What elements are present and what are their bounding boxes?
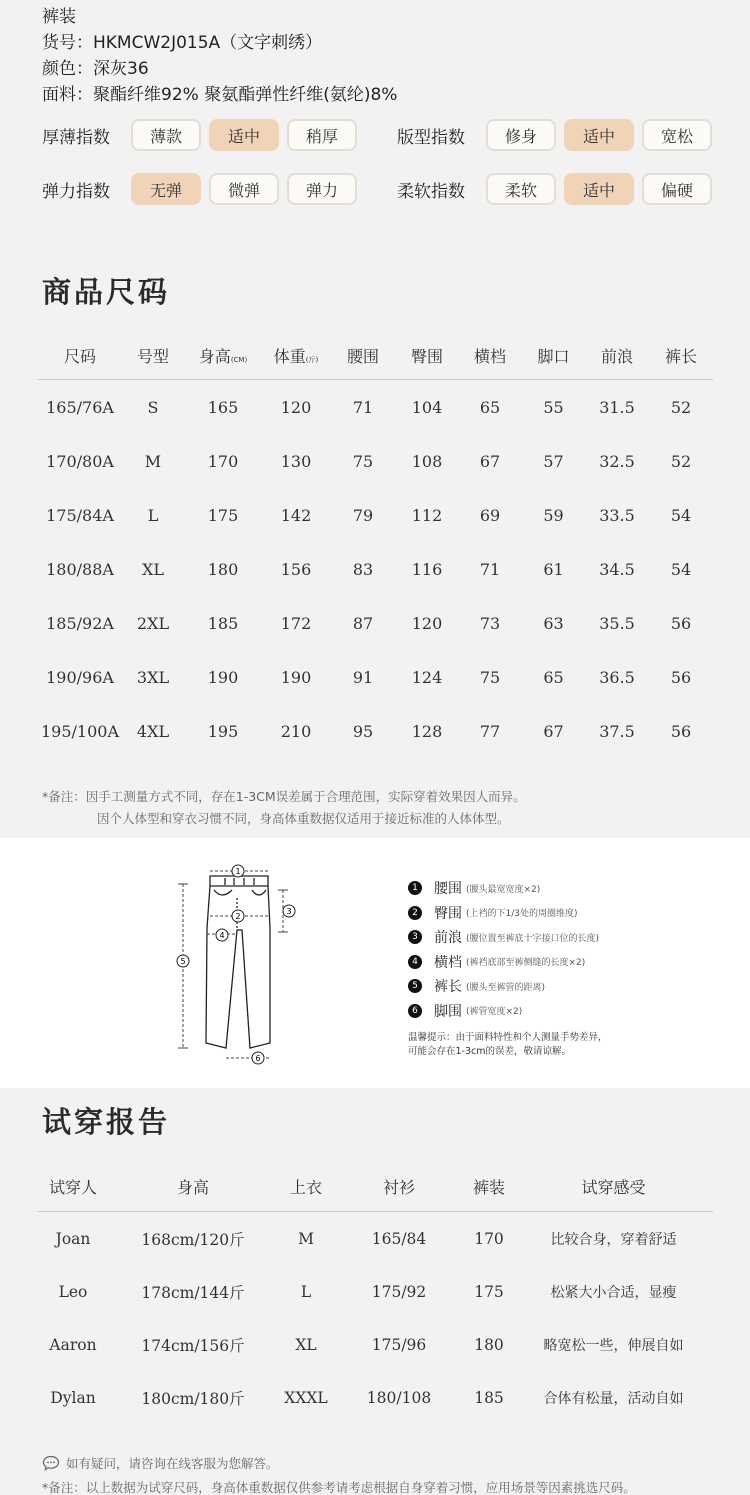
index-option: 偏硬 — [642, 173, 712, 205]
size-table-cell: 124 — [411, 667, 443, 687]
header-cell: 身高 — [176, 1178, 209, 1197]
measure-tip — [408, 1031, 608, 1059]
legend-number: 3 — [408, 930, 422, 944]
product-fabric: 面料：聚酯纤维92% 聚氨酯弹性纤维(氨纶)8% — [42, 85, 398, 105]
size-table-cell: 67 — [543, 721, 564, 741]
tryon-table-cell: Leo — [58, 1282, 88, 1301]
index-option: 适中 — [209, 119, 279, 151]
header-cell: 尺码 — [63, 347, 96, 366]
size-table-cell: 112 — [411, 505, 443, 525]
size-table-cell: 190 — [280, 667, 312, 687]
tryon-table-cell: 略宽松一些，伸展自如 — [543, 1337, 684, 1354]
header-cell: 试穿人 — [48, 1178, 97, 1197]
size-table-cell: 75 — [479, 667, 501, 687]
size-table-cell: XL — [141, 559, 164, 579]
tryon-section-title: 试穿报告 — [42, 1105, 171, 1139]
marker-1: 1 — [235, 867, 241, 876]
tryon-table-cell: 180/108 — [366, 1388, 432, 1407]
size-table-cell: 65 — [543, 667, 564, 687]
header-cell-weight — [262, 344, 330, 367]
header-cell: 号型 — [136, 347, 169, 366]
size-table-cell: 120 — [411, 613, 443, 633]
header-cell: 横档 — [473, 347, 506, 366]
size-table-cell: 65 — [479, 397, 501, 417]
size-table-cell: 180/88A — [46, 559, 114, 579]
size-table-cell: 210 — [280, 721, 312, 741]
legend-desc: (裤管宽度×2) — [466, 1007, 523, 1018]
size-table-cell: 116 — [411, 559, 443, 579]
index-option: 无弹 — [131, 173, 201, 205]
legend-desc: (腰头最宽宽度×2) — [466, 884, 541, 895]
footer-note: *备注：以上数据为试穿尺码，身高体重数据仅供参考请考虑根据自身穿着习惯，应用场景等因素挑选尺码。 — [42, 1480, 636, 1495]
index-thickness — [42, 119, 397, 151]
header-cell: 裤长 — [664, 347, 697, 366]
legend-item — [408, 950, 599, 975]
size-table-cell: 59 — [543, 505, 564, 525]
tryon-table-cell: M — [298, 1229, 314, 1248]
tryon-table-row — [38, 1212, 713, 1265]
size-table-cell: 54 — [670, 505, 692, 525]
tryon-table-cell: 185 — [474, 1388, 504, 1407]
size-table-cell: 36.5 — [599, 667, 635, 687]
tryon-table-cell: XXXL — [284, 1388, 328, 1407]
chat-bubble-icon — [42, 1455, 60, 1471]
size-table-cell: 67 — [479, 451, 501, 471]
size-table-cell: 83 — [352, 559, 374, 579]
tryon-table-row — [38, 1371, 713, 1424]
index-row-2 — [42, 173, 720, 205]
diagram-markers — [177, 865, 295, 1064]
measure-tip-line-1: 温馨提示：由于面料特性和个人测量手势差异， — [408, 1032, 608, 1043]
legend-desc: (裤裆底部至裤侧缝的长度×2) — [466, 958, 586, 969]
header-cell: 上衣 — [289, 1178, 322, 1197]
size-table-cell: 79 — [352, 505, 374, 525]
size-table-cell: 77 — [479, 721, 501, 741]
tryon-table-row — [38, 1318, 713, 1371]
size-table-cell: 180 — [207, 559, 239, 579]
legend-number: 1 — [408, 881, 422, 895]
size-note-2: 因个人体型和穿衣习惯不同，身高体重数据仅适用于接近标准的人体体型。 — [97, 811, 510, 826]
tryon-table-cell: 170 — [474, 1229, 504, 1248]
index-option: 柔软 — [486, 173, 556, 205]
header-cell: 试穿感受 — [581, 1178, 646, 1197]
legend-name: 横档 — [434, 954, 462, 971]
size-table-cell: 73 — [479, 613, 501, 633]
size-table-cell: 195/100A — [40, 721, 120, 741]
legend-number: 6 — [408, 1004, 422, 1018]
tryon-table — [38, 1162, 713, 1424]
size-table-cell: 37.5 — [599, 721, 635, 741]
index-softness — [397, 173, 720, 205]
header-cell: 脚口 — [537, 347, 570, 366]
legend-desc: (腰位置至裤底十字接口位的长度) — [466, 933, 600, 944]
size-table-cell: 91 — [352, 667, 374, 687]
size-table-cell: 195 — [207, 721, 239, 741]
size-table-cell: S — [147, 397, 159, 417]
size-table-cell: 35.5 — [599, 613, 635, 633]
size-table-cell: 165/76A — [46, 397, 114, 417]
tryon-table-header — [38, 1162, 713, 1212]
legend-name: 臀围 — [434, 905, 462, 922]
size-table-cell: 56 — [670, 721, 692, 741]
tryon-table-cell: 180cm/180斤 — [141, 1389, 245, 1408]
index-option: 弹力 — [287, 173, 357, 205]
index-row-1 — [42, 119, 720, 151]
pants-outline — [206, 876, 270, 1048]
size-table-cell: 175 — [207, 505, 239, 525]
header-cell: 前浪 — [600, 347, 633, 366]
size-table-cell: 75 — [352, 451, 374, 471]
size-table-row — [38, 488, 713, 542]
marker-2: 2 — [235, 912, 241, 921]
measure-legend — [408, 876, 599, 1023]
size-table-header — [38, 332, 713, 380]
index-label: 弹力指数 — [42, 181, 110, 202]
tryon-table-cell: 合体有松量，活动自如 — [543, 1390, 684, 1407]
size-table-cell: 104 — [411, 397, 443, 417]
size-table-cell: 142 — [280, 505, 312, 525]
size-table-cell: 52 — [670, 451, 692, 471]
service-note — [42, 1454, 279, 1472]
size-table-cell: 128 — [411, 721, 443, 741]
size-table-cell: 3XL — [136, 667, 170, 687]
size-table-row — [38, 434, 713, 488]
size-table-cell: L — [147, 505, 159, 525]
tryon-table-cell: 比较合身，穿着舒适 — [550, 1231, 677, 1248]
size-table-cell: 175/84A — [46, 505, 114, 525]
header-height-unit: (CM) — [230, 356, 248, 364]
size-table-cell: 95 — [352, 721, 374, 741]
size-table-cell: 2XL — [136, 613, 170, 633]
product-item-no: 货号：HKMCW2J015A（文字刺绣） — [42, 33, 323, 53]
legend-name: 腰围 — [434, 881, 462, 898]
size-table-cell: 71 — [352, 397, 374, 417]
service-text: 如有疑问，请咨询在线客服为您解答。 — [66, 1456, 279, 1471]
tryon-table-cell: L — [300, 1282, 312, 1301]
legend-number: 5 — [408, 979, 422, 993]
size-section-title: 商品尺码 — [42, 275, 171, 309]
size-table-cell: 56 — [670, 613, 692, 633]
size-table-cell: 52 — [670, 397, 692, 417]
legend-name: 裤长 — [434, 979, 462, 996]
size-table-cell: 55 — [543, 397, 564, 417]
legend-number: 2 — [408, 906, 422, 920]
index-option: 稍厚 — [287, 119, 357, 151]
header-weight-unit: (斤) — [305, 356, 319, 364]
size-note-1: *备注：因手工测量方式不同，存在1-3CM误差属于合理范围，实际穿着效果因人而异。 — [42, 789, 526, 804]
index-option: 修身 — [486, 119, 556, 151]
index-fit — [397, 119, 720, 151]
size-table-row — [38, 542, 713, 596]
tryon-table-cell: 165/84 — [371, 1229, 427, 1248]
size-table-cell: 56 — [670, 667, 692, 687]
header-cell: 裤装 — [472, 1178, 505, 1197]
tryon-table-body — [38, 1212, 713, 1424]
tryon-table-cell: 松紧大小合适，显瘦 — [550, 1284, 677, 1301]
tryon-table-cell: 175/92 — [371, 1282, 427, 1301]
index-option: 薄款 — [131, 119, 201, 151]
size-table-cell: 185 — [207, 613, 239, 633]
size-table-row — [38, 380, 713, 434]
pants-diagram — [0, 838, 750, 1088]
size-table-cell: 63 — [543, 613, 564, 633]
size-table-cell: 57 — [543, 451, 564, 471]
tryon-table-cell: 168cm/120斤 — [141, 1230, 245, 1249]
size-table-cell: 69 — [479, 505, 501, 525]
marker-6: 6 — [255, 1054, 261, 1063]
size-table-cell: 170/80A — [46, 451, 114, 471]
size-table-cell: 71 — [479, 559, 501, 579]
size-table-cell: 4XL — [136, 721, 170, 741]
size-table-cell: 31.5 — [599, 397, 635, 417]
legend-number: 4 — [408, 955, 422, 969]
size-table-row — [38, 650, 713, 704]
legend-name: 前浪 — [434, 930, 462, 947]
size-table-cell: 165 — [207, 397, 239, 417]
header-weight-label: 体重 — [273, 347, 306, 366]
size-table-cell: 172 — [280, 613, 312, 633]
tryon-table-cell: Joan — [55, 1229, 91, 1248]
product-category: 裤装 — [42, 7, 76, 27]
size-table-cell: 54 — [670, 559, 692, 579]
index-option: 宽松 — [642, 119, 712, 151]
size-table-cell: 190 — [207, 667, 239, 687]
size-table-cell: 156 — [280, 559, 312, 579]
index-label: 柔软指数 — [397, 181, 465, 202]
size-table-cell: 34.5 — [599, 559, 635, 579]
header-cell: 衬衫 — [382, 1178, 415, 1197]
tryon-table-cell: 178cm/144斤 — [141, 1283, 245, 1302]
size-table-cell: 87 — [352, 613, 374, 633]
size-table-cell: 190/96A — [46, 667, 114, 687]
header-cell: 腰围 — [346, 347, 379, 366]
tryon-table-cell: 180 — [474, 1335, 504, 1354]
product-info — [42, 4, 397, 108]
legend-item — [408, 925, 599, 950]
tryon-table-cell: Aaron — [49, 1335, 97, 1354]
index-label: 版型指数 — [397, 127, 465, 148]
index-label: 厚薄指数 — [42, 127, 110, 148]
size-table-cell: 120 — [280, 397, 312, 417]
legend-item — [408, 876, 599, 901]
size-table-cell: 33.5 — [599, 505, 635, 525]
tryon-table-cell: XL — [295, 1335, 317, 1354]
measure-diagram-band — [0, 838, 750, 1088]
header-cell-height — [184, 344, 262, 367]
legend-item — [408, 901, 599, 926]
marker-3: 3 — [286, 907, 292, 916]
size-table-row — [38, 596, 713, 650]
product-color: 颜色：深灰36 — [42, 59, 149, 79]
size-table-cell: 185/92A — [46, 613, 114, 633]
header-height-label: 身高 — [198, 347, 231, 366]
tryon-table-row — [38, 1265, 713, 1318]
legend-item — [408, 974, 599, 999]
marker-4: 4 — [219, 931, 225, 940]
size-table-cell: 130 — [280, 451, 312, 471]
size-table-cell: 32.5 — [599, 451, 635, 471]
index-option: 适中 — [564, 173, 634, 205]
size-table-cell: 170 — [207, 451, 239, 471]
legend-item — [408, 999, 599, 1024]
legend-desc: (腰头至裤管的距离) — [466, 982, 546, 993]
measure-tip-line-2: 可能会存在1-3cm的误差，敬请谅解。 — [408, 1046, 571, 1057]
header-cell: 臀围 — [410, 347, 443, 366]
tryon-table-cell: 174cm/156斤 — [141, 1336, 245, 1355]
marker-5: 5 — [180, 957, 186, 966]
tryon-table-cell: Dylan — [50, 1388, 96, 1407]
size-table — [38, 332, 713, 758]
tryon-table-cell: 175/96 — [371, 1335, 427, 1354]
size-table-cell: 61 — [543, 559, 564, 579]
index-option: 微弹 — [209, 173, 279, 205]
tryon-table-cell: 175 — [474, 1282, 504, 1301]
size-table-cell: 108 — [411, 451, 443, 471]
size-table-body — [38, 380, 713, 758]
index-elasticity — [42, 173, 397, 205]
legend-desc: (上裆的下1/3处的周圈维度) — [466, 909, 578, 920]
size-table-cell: M — [144, 451, 162, 471]
index-option: 适中 — [564, 119, 634, 151]
legend-name: 脚围 — [434, 1003, 462, 1020]
size-table-row — [38, 704, 713, 758]
